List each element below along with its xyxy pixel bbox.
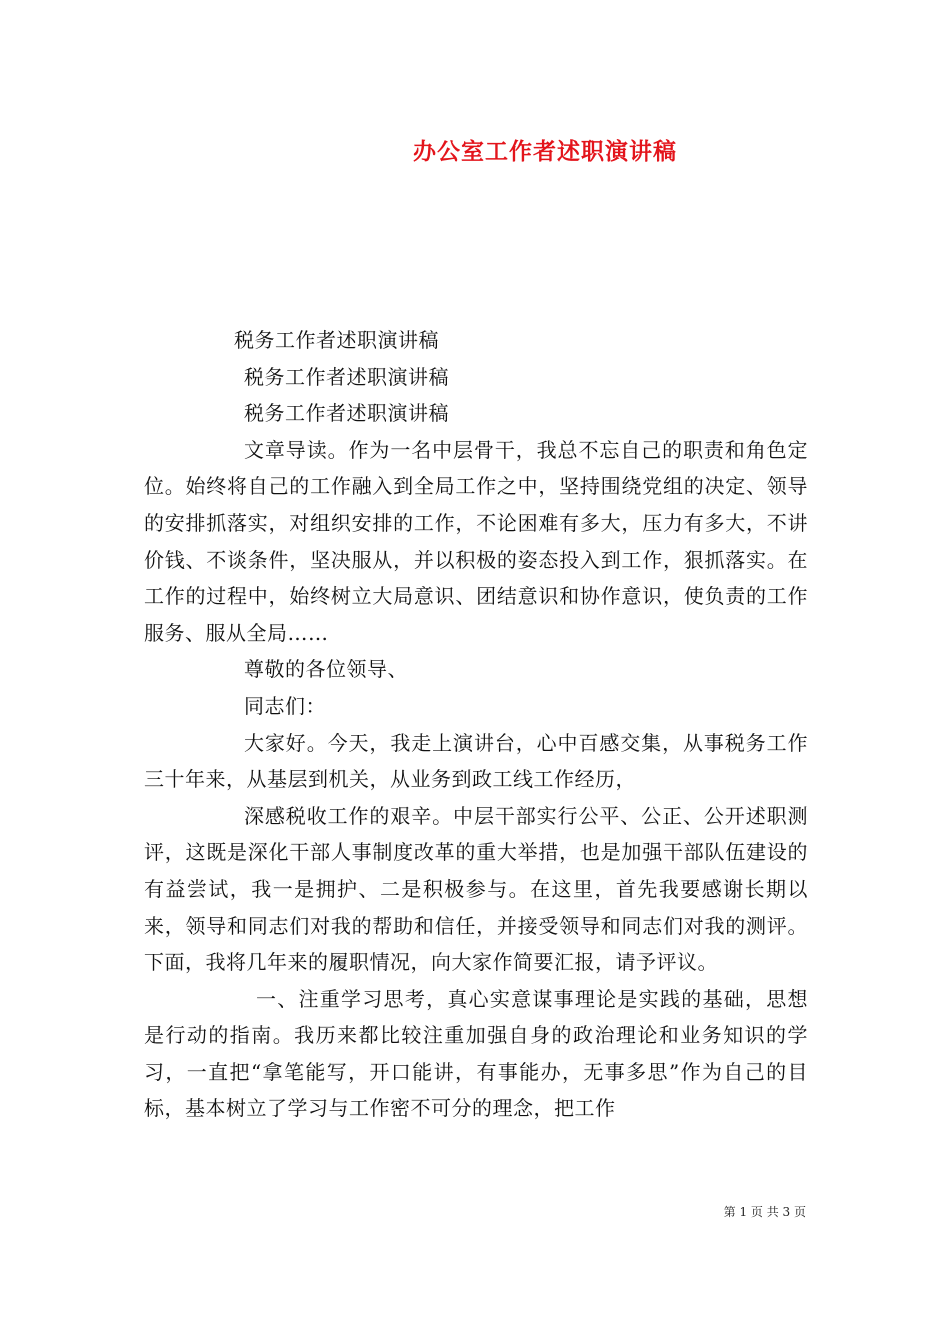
paragraph-greeting: 大家好。今天，我走上演讲台，心中百感交集，从事税务工作三十年来，从基层到机关，从业务到政工线工作经历，: [144, 730, 808, 792]
document-title: 办公室工作者述职演讲稿: [413, 138, 677, 165]
paragraph-salutation-1: 尊敬的各位领导、: [244, 657, 408, 682]
paragraph-body-1: 深感税收工作的艰辛。中层干部实行公平、公正、公开述职测评，这既是深化干部人事制度改革的重大举措，也是加强干部队伍建设的有益尝试，我一是拥护、二是积极参与。在这里，首先我要感谢长期以来，领导和同志们对我的帮助和信任，并接受领导和同志们对我的测评。下面，我将几年来的履职情况，向大家作简要汇报，请予评议。: [144, 803, 808, 975]
paragraph-intro: 文章导读。作为一名中层骨干，我总不忘自己的职责和角色定位。始终将自己的工作融入到全局工作之中，坚持围绕党组的决定、领导的安排抓落实，对组织安排的工作，不论困难有多大，压力有多大，不讲价钱、不谈条件，坚决服从，并以积极的姿态投入到工作，狠抓落实。在工作的过程中，始终树立大局意识、团结意识和协作意识，使负责的工作服务、服从全局……: [144, 437, 808, 645]
paragraph-heading-2: 税务工作者述职演讲稿: [244, 364, 449, 389]
paragraph-heading-3: 税务工作者述职演讲稿: [244, 401, 449, 426]
paragraph-section-1: 一、注重学习思考，真心实意谋事理论是实践的基础，思想是行动的指南。我历来都比较注重加强自身的政治理论和业务知识的学习，一直把“拿笔能写，开口能讲，有事能办，无事多思”作为自己的目标，基本树立了学习与工作密不可分的理念，把工作: [144, 986, 808, 1121]
paragraph-salutation-2: 同志们：: [244, 693, 326, 718]
paragraph-heading-1: 税务工作者述职演讲稿: [234, 328, 439, 352]
document-body: [144, 322, 808, 1127]
page-number-footer: 第 1 页 共 3 页: [723, 1205, 806, 1219]
